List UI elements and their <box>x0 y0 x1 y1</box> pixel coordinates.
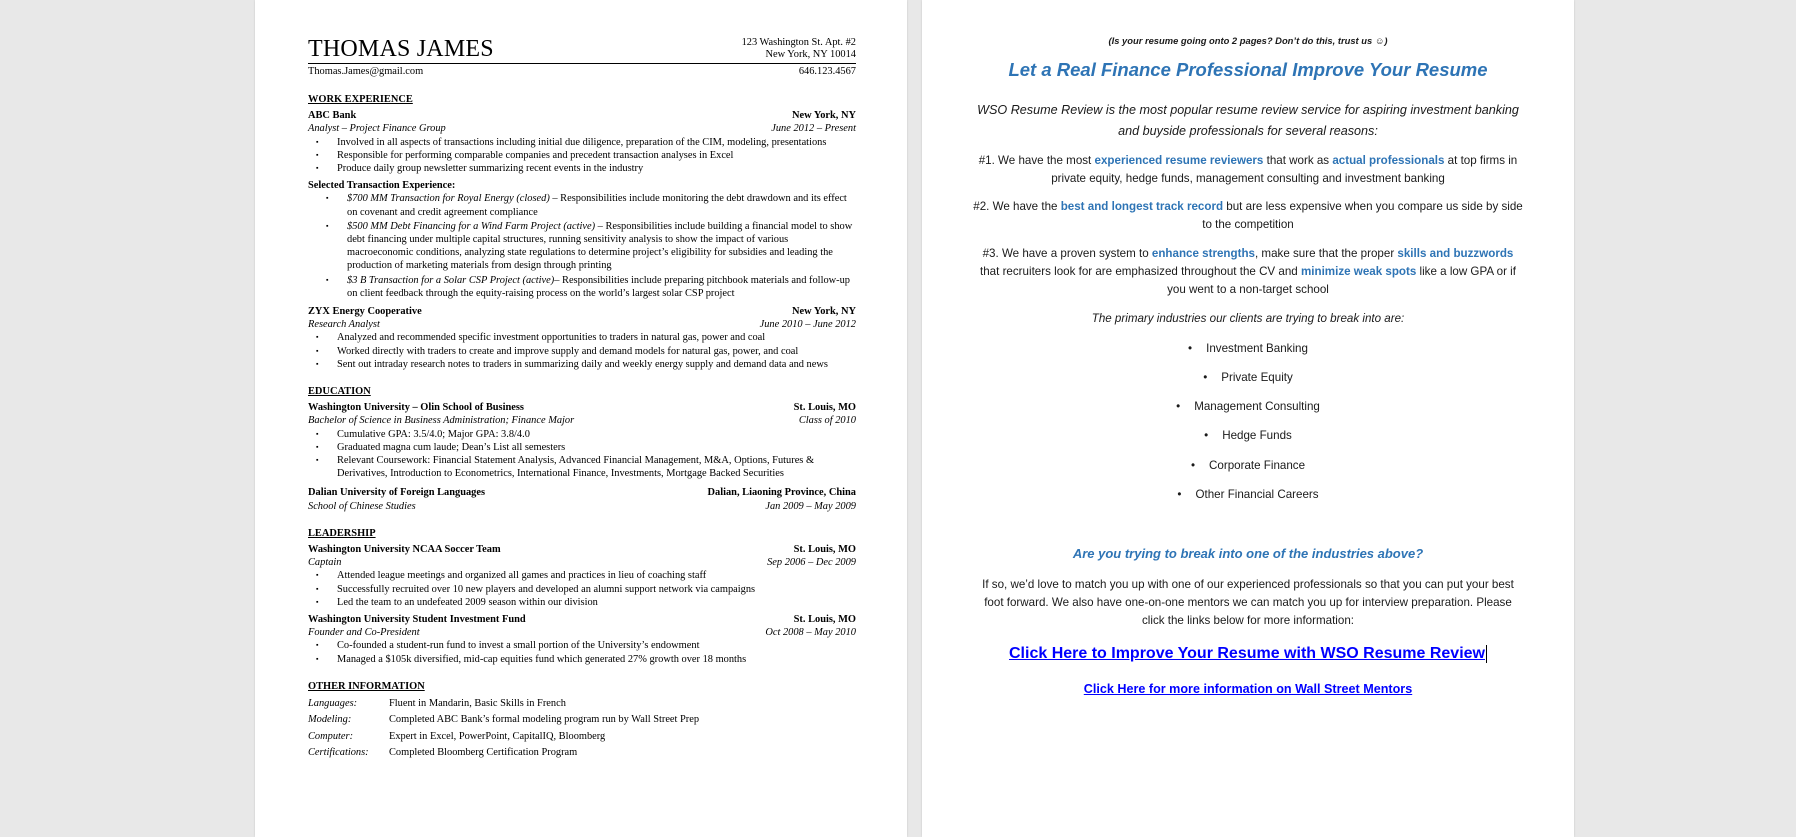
resume-address <box>742 37 856 61</box>
job-2-company: ZYX Energy Cooperative <box>308 306 422 318</box>
lead-1-location: St. Louis, MO <box>793 543 856 555</box>
link-resume-review-label[interactable]: Click Here to Improve Your Resume with WSO Resume Review <box>1009 645 1485 662</box>
deal-list <box>308 192 856 300</box>
resume-page <box>255 0 907 837</box>
reason-highlight: minimize weak spots <box>1300 265 1417 278</box>
two-page-note: (Is your resume going onto 2 pages? Don’t do this, trust us ☺) <box>1108 35 1388 46</box>
job-1-location: New York, NY <box>792 110 856 122</box>
wso-question: Are you trying to break into one of the industries above? <box>1072 546 1424 561</box>
edu-1-subheader <box>308 414 856 427</box>
list-item <box>308 192 856 218</box>
selected-transactions-title: Selected Transaction Experience: <box>308 180 456 192</box>
edu-2-header <box>308 486 856 499</box>
reason-highlight: best and longest track record <box>1060 200 1224 213</box>
lead-2-role: Founder and Co-President <box>308 627 420 639</box>
list-item: ▪ Graduated magna cum laude; Dean’s List all semesters <box>308 441 856 454</box>
resume-header <box>308 34 856 64</box>
list-item: ▪ Co-founded a student-run fund to invest a small portion of the University’s endowment <box>308 639 856 652</box>
reason-text: #2. We have the <box>973 200 1061 213</box>
edu-2-subheader <box>308 500 856 513</box>
lead-1-dates: Sep 2006 – Dec 2009 <box>767 557 856 569</box>
reason-highlight: skills and buzzwords <box>1397 247 1514 260</box>
job-1-dates: June 2012 – Present <box>771 123 856 135</box>
list-item: ▪ Worked directly with traders to create and improve supply and demand models for natural gas, power, and coal <box>308 345 856 358</box>
job-1-header <box>308 109 856 122</box>
industry-label: Corporate Finance <box>1209 459 1306 472</box>
bullet-icon: • <box>1190 459 1196 472</box>
other-label: Certifications: <box>308 747 369 759</box>
reason-text: that work as <box>1263 154 1333 167</box>
wso-intro: WSO Resume Review is the most popular resume review service for aspiring investment banking and buyside professionals for several reasons: <box>977 103 1519 138</box>
lead-1-header <box>308 543 856 556</box>
other-row-modeling <box>308 713 856 730</box>
lead-2-dates: Oct 2008 – May 2010 <box>765 627 856 639</box>
job-2-role: Research Analyst <box>308 319 380 331</box>
job-1-company: ABC Bank <box>308 110 357 122</box>
list-item <box>972 398 1524 416</box>
lead-1-bullets <box>308 569 856 609</box>
reason-text: , make sure that the proper <box>1254 247 1398 260</box>
other-row-computer <box>308 730 856 747</box>
industry-label: Investment Banking <box>1206 342 1308 355</box>
deal-text: – Responsibilities include preparing pitchbook materials and follow-up on client feedback through the equity-raising process on the world’s largest solar CSP project <box>347 274 851 299</box>
reason-2 <box>972 198 1524 234</box>
industry-label: Private Equity <box>1221 371 1293 384</box>
lead-1-org: Washington University NCAA Soccer Team <box>308 543 501 555</box>
job-2-header <box>308 305 856 318</box>
resume-contact <box>308 65 856 79</box>
industries-title: The primary industries our clients are trying to break into are: <box>1091 312 1405 325</box>
resume-email: Thomas.James@gmail.com <box>308 66 424 77</box>
list-item <box>972 369 1524 387</box>
other-value: Expert in Excel, PowerPoint, CapitalIQ, Bloomberg <box>389 730 606 742</box>
list-item: ▪ Cumulative GPA: 3.5/4.0; Major GPA: 3.8/4.0 <box>308 428 856 441</box>
lead-2-subheader <box>308 626 856 639</box>
edu-1-dates: Class of 2010 <box>798 415 856 427</box>
job-2-location: New York, NY <box>792 306 856 318</box>
list-item <box>308 220 856 273</box>
other-value: Completed ABC Bank’s formal modeling program run by Wall Street Prep <box>389 714 700 726</box>
list-item <box>972 427 1524 445</box>
list-item: ▪ Involved in all aspects of transactions including initial due diligence, preparation of the CIM, modeling, presentations <box>308 136 856 149</box>
job-2-dates: June 2010 – June 2012 <box>759 319 856 331</box>
lead-2-org: Washington University Student Investment Fund <box>308 613 526 625</box>
deal-text: – Responsibilities include monitoring the debt drawdown and its effect on covenant and credit agreement compliance <box>347 193 847 218</box>
lead-2-header <box>308 613 856 626</box>
address-line-1: 123 Washington St. Apt. #2 <box>741 37 856 48</box>
reason-text: #1. We have the most <box>978 154 1095 167</box>
wso-headline: Let a Real Finance Professional Improve Your Resume <box>1008 59 1488 80</box>
reason-text: at top firms in private equity, hedge funds, management consulting and investment banking <box>1051 154 1518 185</box>
list-item <box>308 274 856 300</box>
list-item: ▪ Relevant Coursework: Financial Statement Analysis, Advanced Financial Management, M&A, Options, Futures & Derivatives, Introduction to Econometrics, International Finance, Investments, Mortgage Backed Securities <box>308 454 856 480</box>
lead-1-role: Captain <box>308 557 342 569</box>
other-label: Computer: <box>308 730 354 742</box>
resume-content <box>308 34 856 763</box>
industry-label: Management Consulting <box>1194 400 1320 413</box>
edu-1-degree: Bachelor of Science in Business Administration; Finance Major <box>308 415 575 427</box>
deal-name: $500 MM Debt Financing for a Wind Farm Project (active) <box>347 220 596 232</box>
resume-name: THOMAS JAMES <box>308 36 494 62</box>
edu-2-location: Dalian, Liaoning Province, China <box>707 487 856 499</box>
edu-2-dates: Jan 2009 – May 2009 <box>765 500 856 512</box>
link-wall-street-mentors[interactable]: Click Here for more information on Wall Street Mentors <box>1083 682 1413 696</box>
bullet-icon: • <box>1203 371 1208 384</box>
bullet-icon: • <box>1204 429 1209 442</box>
list-item: ▪ Led the team to an undefeated 2009 season within our division <box>308 596 856 609</box>
job-2-bullets <box>308 331 856 371</box>
reason-text: but are less expensive when you compare us side by side to the competition <box>1202 200 1523 231</box>
resume-phone: 646.123.4567 <box>798 66 856 77</box>
list-item: ▪ Attended league meetings and organized all games and practices in lieu of coaching staff <box>308 569 856 582</box>
reason-text: #3. We have a proven system to <box>982 247 1152 260</box>
list-item: ▪ Responsible for performing comparable companies and precedent transaction analyses in Excel <box>308 149 856 162</box>
edu-2-program: School of Chinese Studies <box>308 500 416 512</box>
edu-1-school: Washington University – Olin School of Business <box>308 402 524 414</box>
link-resume-review[interactable] <box>972 643 1524 665</box>
other-label: Modeling: <box>308 714 352 726</box>
list-item <box>972 486 1524 504</box>
lead-2-bullets <box>308 639 856 665</box>
deal-name: $3 B Transaction for a Solar CSP Project (active) <box>347 274 555 286</box>
other-value: Fluent in Mandarin, Basic Skills in French <box>389 697 566 709</box>
reason-1 <box>972 152 1524 188</box>
list-item: ▪ Analyzed and recommended specific investment opportunities to traders in natural gas, power and coal <box>308 331 856 344</box>
list-item <box>972 340 1524 358</box>
reason-highlight: enhance strengths <box>1151 247 1255 260</box>
job-1-role: Analyst – Project Finance Group <box>308 123 446 135</box>
section-title-other: OTHER INFORMATION <box>308 680 425 692</box>
reason-highlight: experienced resume reviewers <box>1094 154 1264 167</box>
job-1-bullets <box>308 136 856 176</box>
list-item: ▪ Produce daily group newsletter summarizing recent events in the industry <box>308 162 856 175</box>
other-row-certifications <box>308 746 856 763</box>
job-2-subheader <box>308 318 856 331</box>
wso-page <box>922 0 1574 837</box>
lead-2-location: St. Louis, MO <box>793 613 856 625</box>
industry-label: Other Financial Careers <box>1195 488 1319 501</box>
bullet-icon: • <box>1176 400 1181 413</box>
bullet-icon: • <box>1188 342 1193 355</box>
section-title-work: WORK EXPERIENCE <box>308 94 413 105</box>
deal-text: – Responsibilities include building a financial model to show debt financing under multiple capital structures, running sensitivity analysis to show the impact of various macroeconomic conditions, analyzing state regulations to determine project’s eligibility for subsidies and leading the production of marketing materials from design through printing <box>347 220 853 272</box>
industry-label: Hedge Funds <box>1222 429 1292 442</box>
other-value: Completed Bloomberg Certification Program <box>389 747 578 759</box>
wso-match-text: If so, we’d love to match you up with one of our experienced professionals so that you can put your best foot forward. We also have one-on-one mentors we can match you up for interview preparation. Please click the links below for more information: <box>982 578 1514 627</box>
address-line-2: New York, NY 10014 <box>765 49 856 60</box>
section-title-education: EDUCATION <box>308 386 371 397</box>
section-title-leadership: LEADERSHIP <box>308 527 376 539</box>
edu-1-bullets <box>308 428 856 481</box>
reason-text: that recruiters look for are emphasized throughout the CV and <box>980 265 1301 278</box>
list-item: ▪ Managed a $105k diversified, mid-cap equities fund which generated 27% growth over 18 months <box>308 653 856 666</box>
list-item: ▪ Successfully recruited over 10 new players and developed an alumni support network via campaigns <box>308 583 856 596</box>
list-item <box>972 457 1524 475</box>
edu-2-school: Dalian University of Foreign Languages <box>308 487 486 499</box>
reason-highlight: actual professionals <box>1332 154 1445 167</box>
edu-1-location: St. Louis, MO <box>793 402 856 414</box>
reason-3 <box>972 245 1524 299</box>
other-label: Languages: <box>308 697 358 709</box>
job-1-subheader <box>308 122 856 135</box>
bullet-icon: • <box>1177 488 1182 501</box>
text-cursor <box>1486 645 1487 663</box>
reason-text: like a low GPA or if you went to a non-target school <box>1167 265 1516 296</box>
deal-name: $700 MM Transaction for Royal Energy (closed) <box>347 193 550 205</box>
list-item: ▪ Sent out intraday research notes to traders in summarizing daily and weekly energy supply and demand data and news <box>308 358 856 371</box>
lead-1-subheader <box>308 556 856 569</box>
edu-1-header <box>308 401 856 414</box>
other-row-languages <box>308 697 856 714</box>
